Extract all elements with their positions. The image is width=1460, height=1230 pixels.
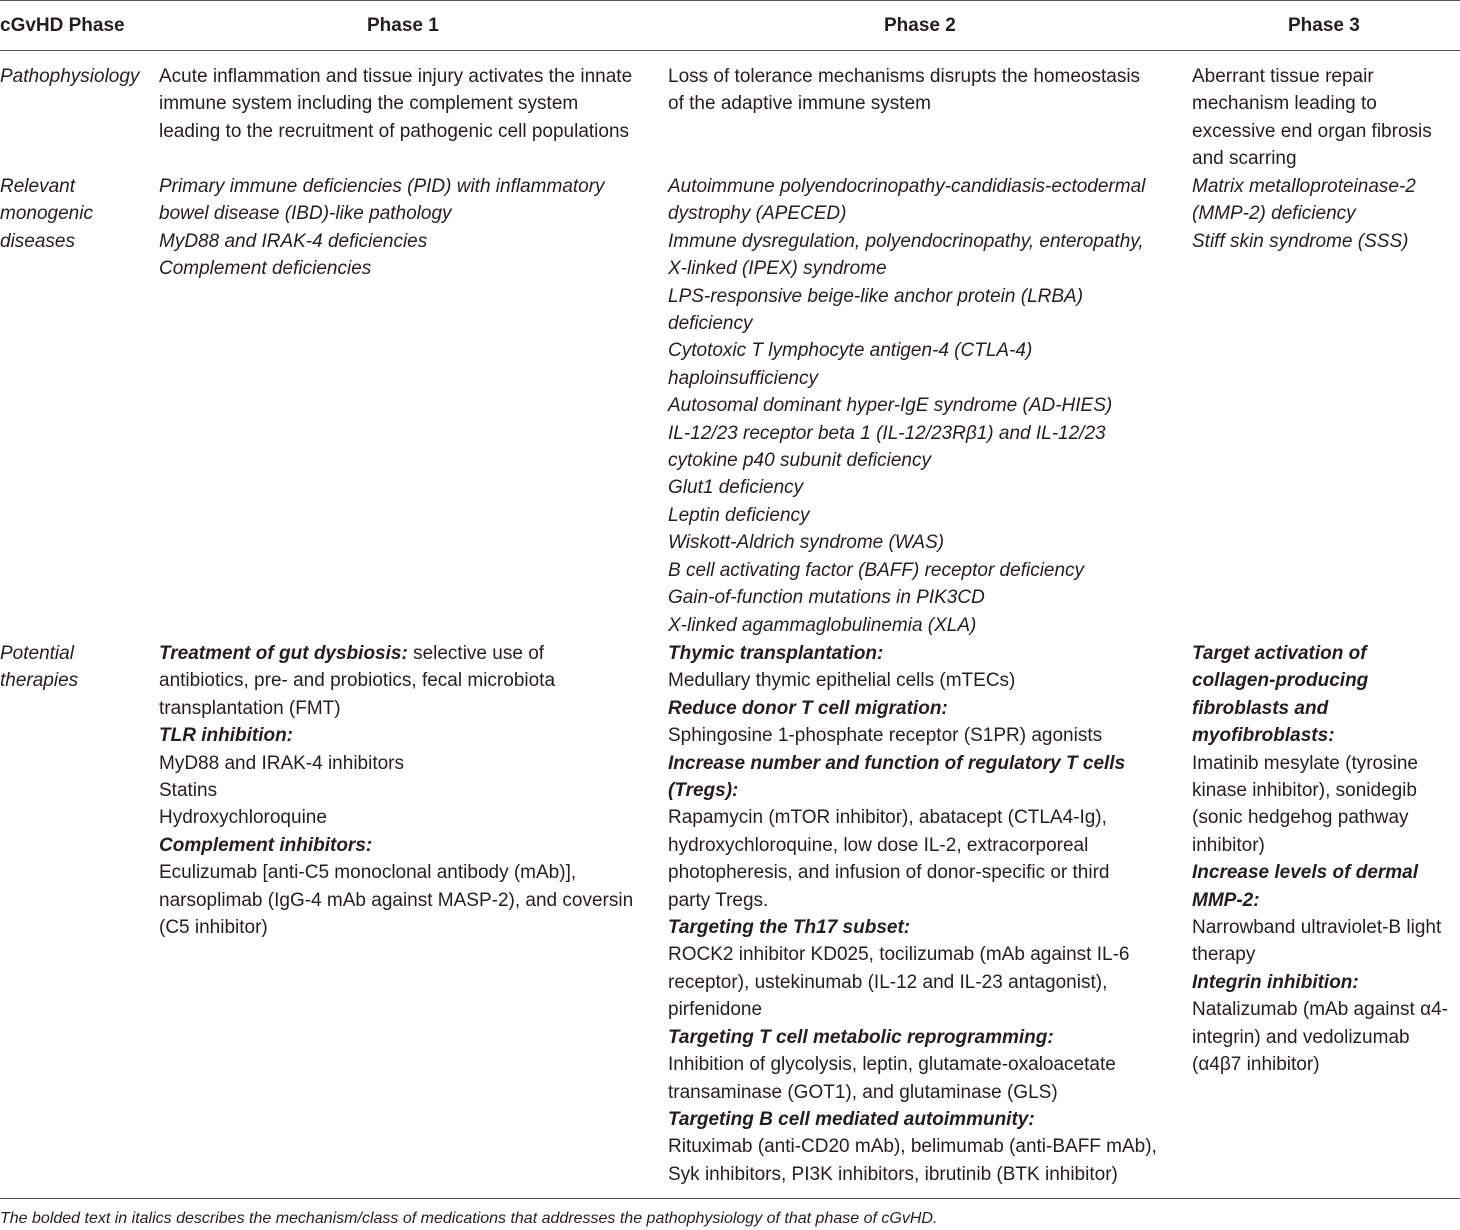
mechanism-heading [668,640,1157,667]
mechanism-heading [1192,640,1448,667]
cell-text: Integrin inhibition: [1192,971,1359,993]
mechanism-heading [1192,859,1448,886]
cell-text: Immune dysregulation, polyendocrinopathy, enteropathy, [668,230,1144,252]
cell-text: Target activation of [1192,643,1367,664]
header-col-phase3: Phase 3 [1288,15,1360,36]
cell-text: Treatment of gut dysbiosis: [159,643,408,664]
cell-line [159,914,633,941]
cell-line [159,118,632,145]
cell-line [159,887,633,914]
cell-text: Rituximab (anti-CD20 mAb), belimumab (anti-BAFF mAb), [668,1136,1157,1158]
cell-text: Aberrant tissue repair [1192,66,1374,87]
cell-line [1192,750,1448,777]
cell-line [668,420,1145,447]
cell-text: Targeting T cell metabolic reprogramming: [668,1026,1054,1048]
cell-text: Complement inhibitors: [159,834,373,856]
cell-line [668,941,1157,968]
row-label-line: Relevant [0,176,75,197]
cell-text: mechanism leading to [1192,93,1377,115]
cell-text: Eculizumab [anti-C5 monoclonal antibody (mAb)], [159,862,577,884]
cell-phase1 [159,640,633,941]
cell-text: cytokine p40 subunit deficiency [668,450,931,472]
cell-line [159,750,633,777]
cell-text: TLR inhibition: [159,725,294,747]
cell-line [668,200,1145,227]
cell-text: Gain-of-function mutations in PIK3CD [668,587,985,609]
cell-line [1192,804,1448,831]
cell-text: (C5 inhibitor) [159,917,268,939]
cell-text: MMP-2: [1192,889,1260,911]
cell-line [1192,90,1432,117]
cell-line [1192,118,1432,145]
cell-text: MyD88 and IRAK-4 inhibitors [159,752,404,774]
cell-line [159,173,605,200]
cell-line [668,447,1145,474]
cell-text: Statins [159,780,218,802]
cell-line [668,667,1157,694]
row-label-line: diseases [0,230,75,252]
cell-line [159,255,605,282]
table-rule-bottom [0,1198,1460,1199]
mechanism-heading [668,914,1157,941]
cell-text: B cell activating factor (BAFF) receptor deficiency [668,559,1085,581]
table-rule-header [0,50,1460,51]
cell-text: inhibitor) [1192,834,1265,856]
cell-line [159,90,632,117]
cell-text: receptor), ustekinumab (IL-12 and IL-23 antagonist), [668,971,1108,993]
cell-text: and scarring [1192,148,1297,170]
cell-line [159,859,633,886]
cell-line [668,1133,1157,1160]
mechanism-heading [1192,969,1448,996]
cell-line [1192,996,1448,1023]
cell-line [668,502,1145,529]
cell-text: party Tregs. [668,889,769,911]
cell-text: integrin) and vedolizumab [1192,1026,1410,1048]
cell-line [668,996,1157,1023]
cell-line [668,392,1145,419]
cell-text: Syk inhibitors, PI3K inhibitors, ibrutinib (BTK inhibitor) [668,1163,1118,1185]
cell-text: fibroblasts and [1192,697,1329,719]
cell-phase1 [159,173,605,283]
cell-text: leading to the recruitment of pathogenic cell populations [159,120,630,142]
cell-text: Increase levels of dermal [1192,862,1419,884]
mechanism-heading [1192,887,1448,914]
cell-phase1 [159,63,632,145]
row-label-line: Pathophysiology [0,66,140,87]
cell-text: Inhibition of glycolysis, leptin, glutamate-oxaloacetate [668,1054,1116,1076]
cell-line [668,90,1140,117]
cell-text: Natalizumab (mAb against α4- [1192,999,1448,1021]
cell-phase2 [668,63,1140,118]
mechanism-heading [668,1106,1157,1133]
cell-text: excessive end organ fibrosis [1192,120,1432,142]
mechanism-heading [668,695,1157,722]
mechanism-heading [1192,667,1448,694]
cell-line [1192,914,1448,941]
cell-line [668,887,1157,914]
cell-text: haploinsufficiency [668,367,818,389]
cell-text: IL-12/23 receptor beta 1 (IL-12/23Rβ1) and IL-12/23 [668,422,1106,444]
cell-text: narsoplimab (IgG-4 mAb against MASP-2), and coversin [159,889,634,911]
cell-text: dystrophy (APECED) [668,203,847,225]
row-label-line: therapies [0,670,79,692]
cell-text: antibiotics, pre- and probiotics, fecal microbiota [159,670,556,692]
cell-line [668,63,1140,90]
cell-text: Rapamycin (mTOR inhibitor), abatacept (CTLA4-Ig), [668,807,1107,829]
cell-line [159,695,633,722]
cell-text: Matrix metalloproteinase-2 [1192,176,1416,197]
cell-line [1192,63,1432,90]
cell-text: Hydroxychloroquine [159,807,327,829]
cell-text: X-linked (IPEX) syndrome [668,258,887,280]
cell-line [668,804,1157,831]
cell-line [668,722,1157,749]
cell-line [668,529,1145,556]
cell-text: Reduce donor T cell migration: [668,697,948,719]
header-col-phase2: Phase 2 [884,15,956,36]
cell-line [668,255,1145,282]
cell-phase3 [1192,173,1416,255]
cell-text: Loss of tolerance mechanisms disrupts the homeostasis [668,66,1141,87]
footnote: The bolded text in italics describes the mechanism/class of medications that addresses the pathophysiology of that phase of cGvHD. [0,1210,938,1227]
cell-text: transplantation (FMT) [159,697,341,719]
cell-line [668,310,1145,337]
cell-text: Autoimmune polyendocrinopathy-candidiasis-ectodermal [668,176,1146,197]
cell-line [159,63,632,90]
row-label-line: Potential [0,643,74,664]
cell-line [668,474,1145,501]
cell-line [159,228,605,255]
cell-text: Primary immune deficiencies (PID) with inflammatory [159,176,605,197]
header-col-phase: cGvHD Phase [0,15,125,36]
cell-label [0,63,139,90]
cell-label [0,640,78,695]
cell-text: Increase number and function of regulatory T cells [668,752,1126,774]
cell-text: Thymic transplantation: [668,643,884,664]
cell-text: Wiskott-Aldrich syndrome (WAS) [668,532,945,554]
cell-line [668,1079,1157,1106]
cell-line [1192,200,1416,227]
cell-line [668,337,1145,364]
cell-line [159,200,605,227]
cell-line [159,777,633,804]
header-col-phase1: Phase 1 [367,15,439,36]
cell-text: Targeting the Th17 subset: [668,917,911,939]
cell-text: Cytotoxic T lymphocyte antigen-4 (CTLA-4) [668,340,1033,362]
cell-text: ROCK2 inhibitor KD025, tocilizumab (mAb against IL-6 [668,944,1130,966]
cell-line [668,969,1157,996]
mechanism-heading [668,1024,1157,1051]
cell-line [668,173,1145,200]
cell-line [668,228,1145,255]
cell-text: (Tregs): [668,780,739,802]
cell-line [668,584,1145,611]
mechanism-heading [1192,695,1448,722]
cell-line [1192,1051,1448,1078]
cell-text: X-linked agammaglobulinemia (XLA) [668,614,977,636]
table-rule-top [0,0,1460,1]
cell-text: pirfenidone [668,999,763,1021]
cell-text: bowel disease (IBD)-like pathology [159,203,452,225]
cell-text: Targeting B cell mediated autoimmunity: [668,1108,1035,1130]
cell-line [668,1161,1157,1188]
cell-text: Glut1 deficiency [668,477,804,499]
cell-phase3 [1192,63,1432,173]
cell-line [159,804,633,831]
cell-label [0,173,93,255]
mechanism-heading [159,640,633,667]
cell-line [668,283,1145,310]
cell-text: MyD88 and IRAK-4 deficiencies [159,230,428,252]
mechanism-heading [159,832,633,859]
cell-line [1192,1024,1448,1051]
cell-text: transaminase (GOT1), and glutaminase (GLS) [668,1081,1058,1103]
cell-text: Narrowband ultraviolet-B light [1192,917,1442,939]
cell-line [668,859,1157,886]
cell-line [1192,777,1448,804]
cell-text: therapy [1192,944,1256,966]
cell-text: Stiff skin syndrome (SSS) [1192,230,1409,252]
cell-phase2 [668,173,1145,639]
cell-text: Leptin deficiency [668,504,810,526]
cell-text: kinase inhibitor), sonidegib [1192,780,1417,802]
cell-phase3 [1192,640,1448,1079]
cell-text: Sphingosine 1-phosphate receptor (S1PR) agonists [668,725,1103,747]
cell-text: of the adaptive immune system [668,93,931,115]
cell-text: Imatinib mesylate (tyrosine [1192,752,1418,774]
cell-line [1192,832,1448,859]
cell-text: Autosomal dominant hyper-IgE syndrome (AD-HIES) [668,395,1113,417]
cell-text: photopheresis, and infusion of donor-specific or third [668,862,1110,884]
mechanism-heading [668,750,1157,777]
cell-line [668,832,1157,859]
cell-line [1192,145,1432,172]
mechanism-heading [1192,722,1448,749]
cell-text: Medullary thymic epithelial cells (mTECs) [668,670,1016,692]
cell-line [1192,941,1448,968]
cell-line [668,557,1145,584]
cell-text: (α4β7 inhibitor) [1192,1054,1320,1076]
cell-line [668,1051,1157,1078]
row-label-line: monogenic [0,203,93,225]
cell-text: deficiency [668,313,753,335]
cell-text: hydroxychloroquine, low dose IL-2, extracorporeal [668,834,1089,856]
cell-text: Acute inflammation and tissue injury activates the innate [159,66,633,87]
cell-text: Complement deficiencies [159,258,372,280]
cell-line [668,365,1145,392]
mechanism-heading [668,777,1157,804]
cell-line [159,667,633,694]
cell-text: (sonic hedgehog pathway [1192,807,1409,829]
cell-phase2 [668,640,1157,1188]
cell-text: collagen-producing [1192,670,1369,692]
cell-text-continuation: selective use of [407,643,545,664]
cell-line [668,612,1145,639]
mechanism-heading [159,722,633,749]
cell-text: (MMP-2) deficiency [1192,203,1356,225]
cell-text: LPS-responsive beige-like anchor protein (LRBA) [668,285,1084,307]
cell-line [1192,173,1416,200]
cell-text: myofibroblasts: [1192,725,1335,747]
cell-text: immune system including the complement system [159,93,579,115]
cell-line [1192,228,1416,255]
